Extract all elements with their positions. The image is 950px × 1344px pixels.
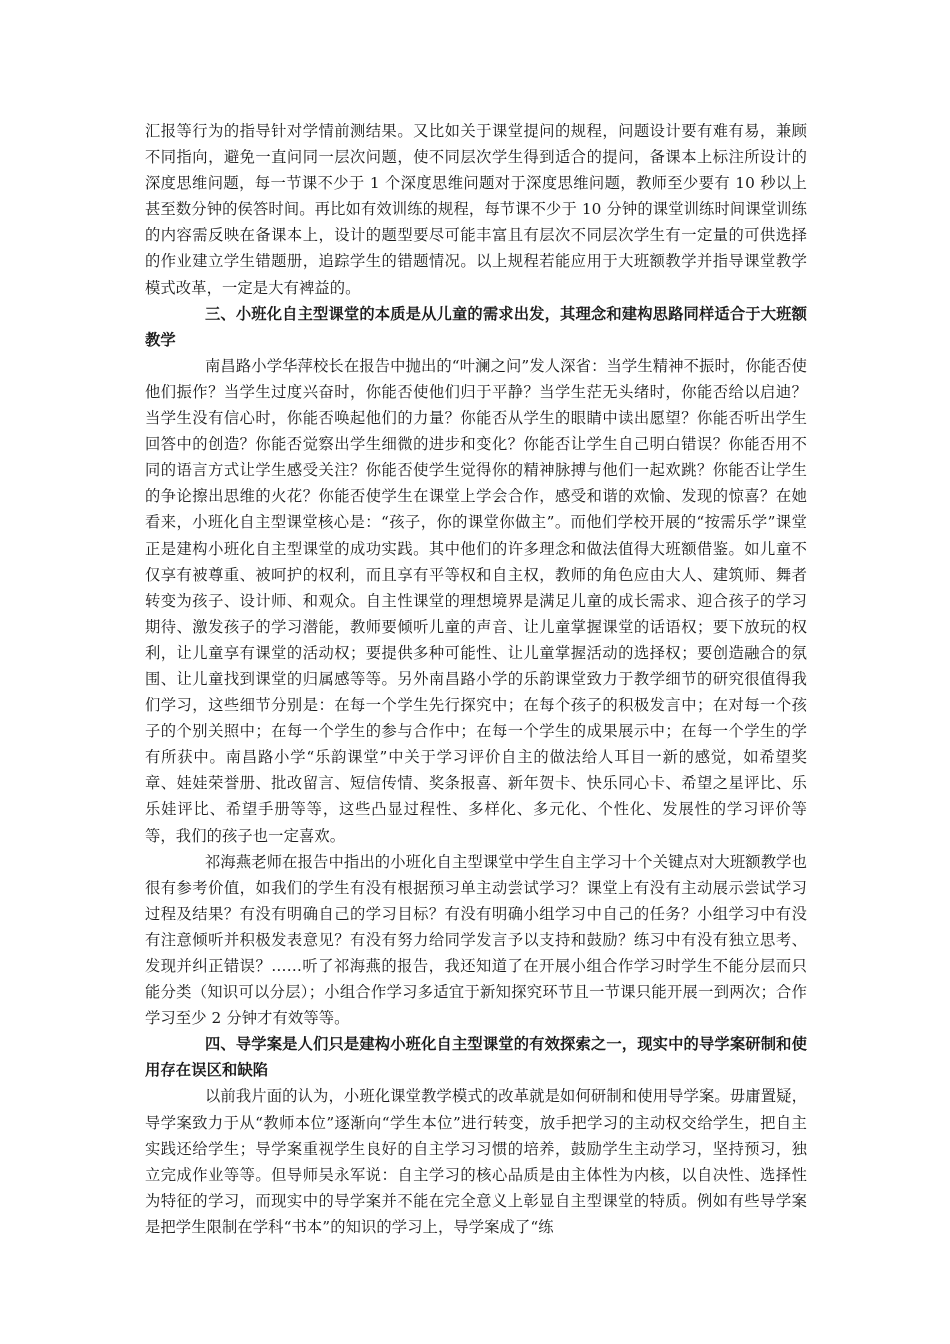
paragraph-guided-learning: 以前我片面的认为，小班化课堂教学模式的改革就是如何研制和使用导学案。毋庸置疑，导学案致力于从“教师本位”逐渐向“学生本位”进行转变，放手把学习的主动权交给学生，把自主实践还给学生；导学案重视学生良好的自主学习习惯的培养，鼓励学生主动学习，坚持预习，独立完成作业等等。但导师吴永军说：自主学习的核心品质是由主体性为内核，以自决性、选择性为特征的学习，而现实中的导学案并不能在完全意义上彰显自主型课堂的特质。例如有些导学案是把学生限制在学科“书本”的知识的学习上，导学案成了“练 [145, 1087, 807, 1236]
section-heading-4: 四、导学案是人们只是建构小班化自主型课堂的有效探索之一，现实中的导学案研制和使用存在误区和缺陷 [145, 1035, 807, 1080]
document-body [145, 118, 807, 1240]
paragraph-continuation: 汇报等行为的指导针对学情前测结果。又比如关于课堂提问的规程，问题设计要有难有易，兼顾不同指向，避免一直问同一层次问题，使不同层次学生得到适合的提问，备课本上标注所设计的深度思维问题，每一节课不少于 1 个深度思维问题对于深度思维问题，教师至少要有 10 秒以上甚至数分钟的侯答时间。再比如有效训练的规程，每节课不少于 10 分钟的课堂训练时间课堂训练的内容需反映在备课本上，设计的题型要尽可能丰富且有层次不同层次学生有一定量的可供选择的作业建立学生错题册，追踪学生的错题情况。以上规程若能应用于大班额教学并指导课堂教学模式改革，一定是大有裨益的。 [145, 122, 807, 297]
paragraph-qi-haiyan: 祁海燕老师在报告中指出的小班化自主型课堂中学生自主学习十个关键点对大班额教学也很有参考价值，如我们的学生有没有根据预习单主动尝试学习？课堂上有没有主动展示尝试学习过程及结果？有没有明确自己的学习目标？有没有明确小组学习中自己的任务？小组学习中有没有注意倾听并积极发表意见？有没有努力给同学发言予以支持和鼓励？练习中有没有独立思考、发现并纠正错误？……听了祁海燕的报告，我还知道了在开展小组合作学习时学生不能分层而只能分类（知识可以分层）；小组合作学习多适宜于新知探究环节且一节课只能开展一到两次；合作学习至少 2 分钟才有效等等。 [145, 852, 807, 1028]
paragraph-nanchang-school: 南昌路小学华萍校长在报告中抛出的“叶澜之问”发人深省：当学生精神不振时，你能否使他们振作？当学生过度兴奋时，你能否使他们归于平静？当学生茫无头绪时，你能否给以启迪？当学生没有信心时，你能否唤起他们的力量？你能否从学生的眼睛中读出愿望？你能否听出学生回答中的创造？你能否觉察出学生细微的进步和变化？你能否让学生自己明白错误？你能否用不同的语言方式让学生感受关注？你能否使学生觉得你的精神脉搏与他们一起欢跳？你能否让学生的争论擦出思维的火花？你能否使学生在课堂上学会合作，感受和谐的欢愉、发现的惊喜？在她看来，小班化自主型课堂核心是：“孩子，你的课堂你做主”。而他们学校开展的“按需乐学”课堂正是建构小班化自主型课堂的成功实践。其中他们的许多理念和做法值得大班额借鉴。如儿童不仅享有被尊重、被呵护的权利，而且享有平等权和自主权，教师的角色应由大人、建筑师、舞者转变为孩子、设计师、和观众。自主性课堂的理想境界是满足儿童的成长需求、迎合孩子的学习期待、激发孩子的学习潜能，教师要倾听儿童的声音、让儿童掌握课堂的话语权；要下放玩的权利，让儿童享有课堂的活动权；要提供多种可能性、让儿童掌握活动的选择权；要创造融合的氛围、让儿童找到课堂的归属感等等。另外南昌路小学的乐韵课堂致力于教学细节的研究很值得我们学习，这些细节分别是：在每一个学生先行探究中；在每个孩子的积极发言中；在对每一个孩子的个别关照中；在每一个学生的参与合作中；在每一个学生的成果展示中；在每一个学生的学有所获中。南昌路小学“乐韵课堂”中关于学习评价自主的做法给人耳目一新的感觉，如希望奖章、娃娃荣誉册、批改留言、短信传情、奖条报喜、新年贺卡、快乐同心卡、希望之星评比、乐乐娃评比、希望手册等等，这些凸显过程性、多样化、多元化、个性化、发展性的学习评价等等，我们的孩子也一定喜欢。 [145, 356, 807, 845]
section-heading-3: 三、小班化自主型课堂的本质是从儿童的需求出发，其理念和建构思路同样适合于大班额教学 [145, 304, 807, 349]
